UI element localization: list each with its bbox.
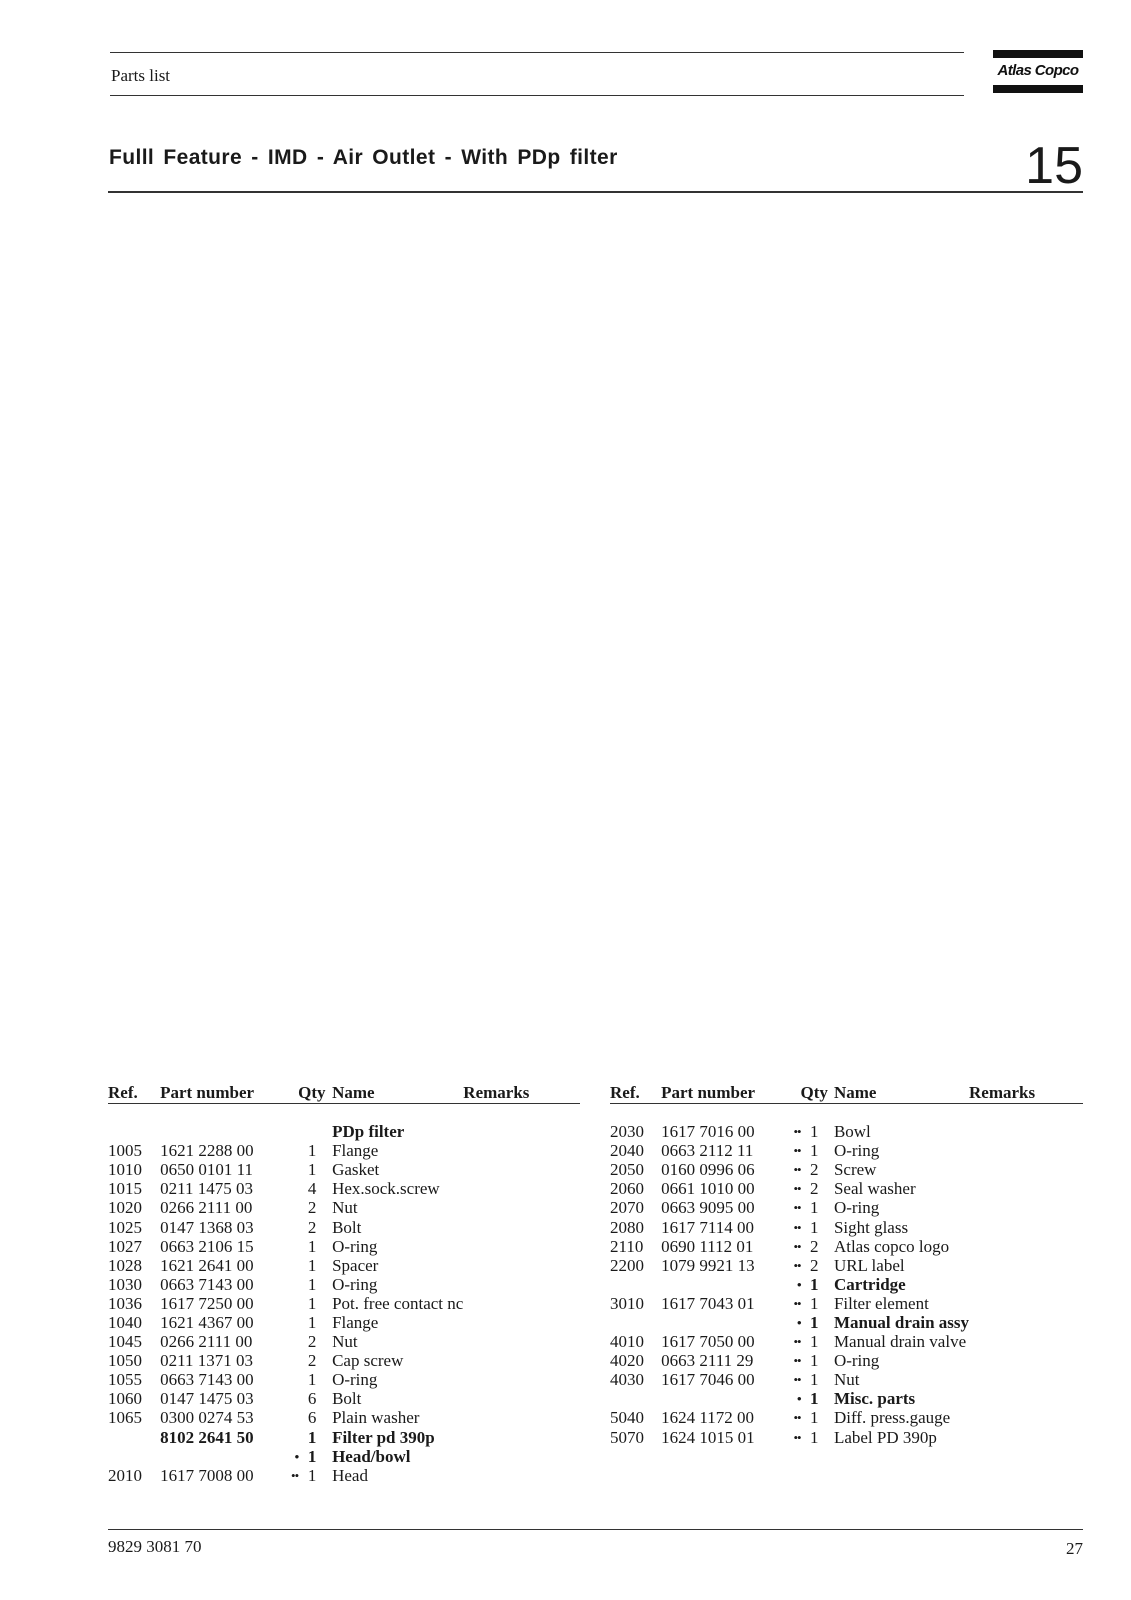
row-qty: 2 — [809, 1255, 819, 1275]
row-level-dots: •• — [793, 1238, 801, 1254]
row-ref — [610, 1389, 661, 1408]
row-level-dots: •• — [793, 1295, 801, 1311]
col-qty: Qty — [298, 1077, 326, 1104]
row-level-dots — [270, 1217, 298, 1236]
row-level-dots: •• — [793, 1219, 801, 1235]
row-remarks — [463, 1256, 580, 1275]
row-name: Atlas copco logo — [833, 1236, 950, 1256]
footer-rule — [108, 1529, 1083, 1530]
parts-rows-right — [610, 1104, 1083, 1447]
row-level-dots: •• — [291, 1467, 299, 1483]
row-remarks — [969, 1294, 1083, 1313]
row-level-dots: • — [294, 1448, 299, 1464]
row-qty: 1 — [809, 1293, 819, 1313]
row-part-number: 0663 2111 29 — [661, 1351, 754, 1371]
page-title: Fulll Feature - IMD - Air Outlet - With PDp filter — [109, 146, 618, 169]
row-remarks — [463, 1237, 580, 1256]
row-name: O-ring — [833, 1141, 880, 1161]
document-number: 9829 3081 70 — [108, 1537, 202, 1556]
row-ref: 1005 — [108, 1141, 142, 1161]
table-row — [610, 1141, 1083, 1160]
row-name: O-ring — [332, 1370, 378, 1390]
row-level-dots: •• — [793, 1429, 801, 1445]
row-level-dots: •• — [793, 1162, 801, 1178]
row-part-number: 1617 7050 00 — [661, 1332, 755, 1352]
row-part-number — [661, 1275, 769, 1294]
row-remarks — [463, 1466, 580, 1485]
row-qty: 1 — [307, 1160, 317, 1180]
row-remarks — [969, 1256, 1083, 1275]
title-rule — [108, 191, 1083, 193]
row-name: Bolt — [332, 1217, 362, 1237]
row-ref: 2200 — [610, 1255, 644, 1275]
row-part-number — [661, 1313, 769, 1332]
row-remarks — [463, 1160, 580, 1179]
row-ref: 1025 — [108, 1217, 142, 1237]
row-qty: 2 — [307, 1332, 317, 1352]
table-row — [108, 1275, 580, 1294]
table-header — [610, 1077, 1083, 1104]
row-remarks — [969, 1160, 1083, 1179]
row-remarks — [463, 1141, 580, 1160]
row-remarks — [463, 1389, 580, 1408]
table-row — [108, 1160, 580, 1179]
table-row — [610, 1237, 1083, 1256]
row-name: Nut — [332, 1198, 358, 1218]
table-row — [108, 1428, 580, 1447]
row-part-number: 0663 9095 00 — [661, 1198, 755, 1218]
table-row — [610, 1351, 1083, 1370]
row-remarks — [463, 1351, 580, 1370]
table-row — [108, 1389, 580, 1408]
row-remarks — [969, 1389, 1083, 1408]
row-remarks — [969, 1428, 1083, 1447]
row-level-dots: •• — [793, 1200, 801, 1216]
row-name: O-ring — [833, 1198, 880, 1218]
row-ref — [108, 1122, 160, 1141]
row-part-number — [661, 1389, 769, 1408]
row-part-number: 1617 7016 00 — [661, 1122, 755, 1142]
row-part-number: 0147 1475 03 — [160, 1389, 254, 1409]
row-name: Flange — [332, 1312, 379, 1332]
row-qty: 2 — [307, 1217, 317, 1237]
row-ref: 3010 — [610, 1293, 644, 1313]
row-name: Gasket — [332, 1160, 380, 1180]
row-name: Pot. free contact nc — [332, 1293, 464, 1313]
row-ref: 1010 — [108, 1160, 142, 1180]
row-level-dots — [270, 1351, 298, 1370]
parts-rows-left — [108, 1104, 580, 1485]
row-name: URL label — [833, 1255, 905, 1275]
row-qty: 1 — [307, 1465, 317, 1485]
parts-table-left — [108, 1077, 580, 1485]
row-level-dots: •• — [793, 1353, 801, 1369]
row-ref: 4020 — [610, 1351, 644, 1371]
table-row — [108, 1198, 580, 1217]
row-name: Head — [332, 1465, 368, 1485]
row-name: Misc. parts — [833, 1389, 916, 1409]
table-row — [108, 1294, 580, 1313]
row-name: Nut — [332, 1332, 358, 1352]
row-ref: 2040 — [610, 1141, 644, 1161]
row-part-number — [160, 1122, 270, 1141]
row-name: Head/bowl — [332, 1446, 411, 1466]
row-part-number: 1621 4367 00 — [160, 1312, 254, 1332]
row-remarks — [969, 1313, 1083, 1332]
row-name: Spacer — [332, 1255, 379, 1275]
row-ref: 1065 — [108, 1408, 142, 1428]
row-remarks — [969, 1275, 1083, 1294]
row-name: Sight glass — [833, 1217, 909, 1237]
row-qty: 1 — [307, 1427, 317, 1447]
table-row — [108, 1466, 580, 1485]
row-name: Label PD 390p — [833, 1427, 937, 1447]
row-ref: 2070 — [610, 1198, 644, 1218]
row-level-dots: •• — [793, 1334, 801, 1350]
row-remarks — [463, 1179, 580, 1198]
row-name: Screw — [833, 1160, 877, 1180]
row-level-dots — [270, 1428, 298, 1447]
row-name: Hex.sock.screw — [332, 1179, 440, 1199]
col-part-number: Part number — [160, 1077, 270, 1104]
row-part-number: 0211 1475 03 — [160, 1179, 253, 1199]
row-part-number: 0211 1371 03 — [160, 1351, 253, 1371]
row-remarks — [463, 1447, 580, 1466]
row-qty: 1 — [809, 1370, 819, 1390]
row-qty: 6 — [307, 1408, 317, 1428]
row-ref: 1027 — [108, 1236, 142, 1256]
row-part-number: 0300 0274 53 — [160, 1408, 254, 1428]
row-qty: 2 — [809, 1179, 819, 1199]
row-part-number: 1621 2641 00 — [160, 1255, 254, 1275]
col-remarks: Remarks — [463, 1077, 580, 1104]
header-top-rule — [110, 52, 964, 53]
row-qty: 1 — [307, 1312, 317, 1332]
header-bottom-rule — [110, 95, 964, 96]
header-label: Parts list — [111, 66, 171, 85]
table-row — [108, 1447, 580, 1466]
col-name: Name — [326, 1077, 463, 1104]
row-part-number: 0690 1112 01 — [661, 1236, 754, 1256]
row-qty: 1 — [809, 1141, 819, 1161]
row-level-dots — [270, 1141, 298, 1160]
row-qty: 2 — [809, 1236, 819, 1256]
row-level-dots: •• — [793, 1181, 801, 1197]
row-part-number: 0650 0101 11 — [160, 1160, 253, 1180]
row-qty: 1 — [809, 1389, 819, 1409]
row-level-dots: •• — [793, 1410, 801, 1426]
row-name: Manual drain assy — [833, 1312, 970, 1332]
row-level-dots: • — [796, 1314, 801, 1330]
table-row — [610, 1313, 1083, 1332]
table-row — [108, 1217, 580, 1236]
row-ref: 1028 — [108, 1255, 142, 1275]
row-name: Cartridge — [833, 1274, 906, 1294]
table-header — [108, 1077, 580, 1104]
logo-text: Atlas Copco — [997, 62, 1079, 79]
row-level-dots — [270, 1389, 298, 1408]
row-level-dots: •• — [793, 1124, 801, 1140]
row-part-number: 0663 2112 11 — [661, 1141, 754, 1161]
row-qty: 1 — [307, 1255, 317, 1275]
row-qty: 1 — [307, 1293, 317, 1313]
row-level-dots: •• — [793, 1143, 801, 1159]
row-part-number: 1617 7046 00 — [661, 1370, 755, 1390]
row-ref: 2030 — [610, 1122, 644, 1142]
table-row — [610, 1275, 1083, 1294]
table-row — [108, 1370, 580, 1389]
row-ref — [108, 1428, 160, 1447]
parts-table-right — [610, 1077, 1083, 1447]
row-remarks — [969, 1179, 1083, 1198]
table-row — [610, 1198, 1083, 1217]
table-row — [108, 1141, 580, 1160]
row-name: Cap screw — [332, 1351, 404, 1371]
row-remarks — [463, 1408, 580, 1427]
row-remarks — [463, 1370, 580, 1389]
table-row — [610, 1370, 1083, 1389]
table-row — [610, 1408, 1083, 1427]
row-name: Filter element — [833, 1293, 929, 1313]
row-name: Diff. press.gauge — [833, 1408, 951, 1428]
row-ref: 5040 — [610, 1408, 644, 1428]
table-row — [610, 1294, 1083, 1313]
row-remarks — [463, 1217, 580, 1236]
table-row — [610, 1179, 1083, 1198]
row-qty: 1 — [809, 1312, 819, 1332]
row-part-number: 1624 1015 01 — [661, 1427, 755, 1447]
table-row — [108, 1179, 580, 1198]
table-row — [610, 1122, 1083, 1141]
row-level-dots — [270, 1122, 298, 1141]
col-qty: Qty — [801, 1077, 828, 1104]
row-ref — [610, 1313, 661, 1332]
row-level-dots — [270, 1408, 298, 1427]
col-name: Name — [828, 1077, 969, 1104]
row-remarks — [463, 1198, 580, 1217]
row-qty: 1 — [809, 1198, 819, 1218]
col-part-number: Part number — [661, 1077, 769, 1104]
row-name: Nut — [833, 1370, 860, 1390]
col-remarks: Remarks — [969, 1077, 1083, 1104]
row-level-dots: • — [796, 1276, 801, 1292]
row-ref: 1015 — [108, 1179, 142, 1199]
row-part-number: 1617 7250 00 — [160, 1293, 254, 1313]
row-name: PDp filter — [332, 1122, 405, 1142]
row-remarks — [969, 1351, 1083, 1370]
table-row — [108, 1351, 580, 1370]
row-name: Seal washer — [833, 1179, 916, 1199]
row-ref: 2060 — [610, 1179, 644, 1199]
row-level-dots: •• — [793, 1372, 801, 1388]
row-remarks — [969, 1217, 1083, 1236]
row-level-dots — [270, 1313, 298, 1332]
row-ref: 1030 — [108, 1274, 142, 1294]
row-qty: 2 — [307, 1198, 317, 1218]
section-number: 15 — [1025, 137, 1083, 195]
row-part-number: 1617 7114 00 — [661, 1217, 754, 1237]
row-qty: 4 — [307, 1179, 317, 1199]
row-level-dots — [270, 1160, 298, 1179]
row-ref: 2080 — [610, 1217, 644, 1237]
atlas-copco-logo — [993, 50, 1083, 94]
row-remarks — [969, 1141, 1083, 1160]
row-ref — [610, 1275, 661, 1294]
row-ref: 1055 — [108, 1370, 142, 1390]
row-level-dots — [270, 1370, 298, 1389]
row-part-number: 0663 2106 15 — [160, 1236, 254, 1256]
row-qty: 1 — [307, 1446, 317, 1466]
row-part-number: 0266 2111 00 — [160, 1198, 253, 1218]
table-row — [108, 1122, 580, 1141]
table-row — [610, 1332, 1083, 1351]
row-remarks — [969, 1332, 1083, 1351]
table-row — [108, 1408, 580, 1427]
table-row — [108, 1256, 580, 1275]
row-qty: 1 — [809, 1427, 819, 1447]
row-ref — [108, 1447, 160, 1466]
row-level-dots — [270, 1179, 298, 1198]
row-qty: 1 — [809, 1274, 819, 1294]
row-part-number: 0160 0996 06 — [661, 1160, 755, 1180]
row-ref: 4030 — [610, 1370, 644, 1390]
table-row — [108, 1332, 580, 1351]
row-qty: 2 — [809, 1160, 819, 1180]
row-ref: 1050 — [108, 1351, 142, 1371]
row-ref: 1020 — [108, 1198, 142, 1218]
row-remarks — [969, 1237, 1083, 1256]
table-row — [108, 1313, 580, 1332]
row-remarks — [463, 1122, 580, 1141]
page-number: 27 — [1066, 1539, 1083, 1558]
row-qty: 1 — [809, 1332, 819, 1352]
row-remarks — [463, 1275, 580, 1294]
table-row — [610, 1428, 1083, 1447]
row-part-number: 0661 1010 00 — [661, 1179, 755, 1199]
row-remarks — [463, 1294, 580, 1313]
row-qty: 1 — [307, 1236, 317, 1256]
row-remarks — [463, 1332, 580, 1351]
row-qty: 1 — [307, 1141, 317, 1161]
row-ref: 2010 — [108, 1465, 142, 1485]
row-name: O-ring — [332, 1236, 378, 1256]
row-qty: 1 — [809, 1122, 819, 1142]
row-part-number: 0266 2111 00 — [160, 1332, 253, 1352]
row-part-number: 1617 7008 00 — [160, 1465, 254, 1485]
row-remarks — [969, 1198, 1083, 1217]
row-ref: 1060 — [108, 1389, 142, 1409]
row-ref: 5070 — [610, 1427, 644, 1447]
row-name: Plain washer — [332, 1408, 420, 1428]
row-level-dots — [270, 1275, 298, 1294]
row-part-number: 1621 2288 00 — [160, 1141, 254, 1161]
table-row — [610, 1217, 1083, 1236]
row-ref: 4010 — [610, 1332, 644, 1352]
row-part-number: 1624 1172 00 — [661, 1408, 754, 1428]
table-row — [610, 1389, 1083, 1408]
row-part-number: 0663 7143 00 — [160, 1370, 254, 1390]
row-remarks — [463, 1428, 580, 1447]
row-qty — [298, 1122, 326, 1141]
row-level-dots — [270, 1198, 298, 1217]
row-level-dots — [270, 1237, 298, 1256]
row-qty: 6 — [307, 1389, 317, 1409]
table-row — [108, 1237, 580, 1256]
row-qty: 1 — [809, 1408, 819, 1428]
row-remarks — [463, 1313, 580, 1332]
col-ref: Ref. — [610, 1077, 661, 1104]
row-part-number — [160, 1447, 270, 1466]
row-qty: 1 — [307, 1274, 317, 1294]
row-part-number: 0663 7143 00 — [160, 1274, 254, 1294]
row-name: Manual drain valve — [833, 1332, 967, 1352]
row-ref: 1045 — [108, 1332, 142, 1352]
row-name: Bolt — [332, 1389, 362, 1409]
row-ref: 2050 — [610, 1160, 644, 1180]
row-qty: 1 — [809, 1351, 819, 1371]
row-part-number: 1617 7043 01 — [661, 1293, 755, 1313]
row-name: O-ring — [332, 1274, 378, 1294]
row-part-number: 8102 2641 50 — [160, 1427, 254, 1447]
row-name: Filter pd 390p — [332, 1427, 435, 1447]
row-remarks — [969, 1408, 1083, 1427]
row-part-number: 1079 9921 13 — [661, 1255, 755, 1275]
row-level-dots — [270, 1332, 298, 1351]
row-level-dots — [270, 1256, 298, 1275]
row-name: O-ring — [833, 1351, 880, 1371]
row-part-number: 0147 1368 03 — [160, 1217, 254, 1237]
row-qty: 1 — [307, 1370, 317, 1390]
row-remarks — [969, 1122, 1083, 1141]
row-level-dots: • — [796, 1391, 801, 1407]
table-row — [610, 1256, 1083, 1275]
row-level-dots — [270, 1294, 298, 1313]
row-remarks — [969, 1370, 1083, 1389]
row-qty: 1 — [809, 1217, 819, 1237]
row-ref: 2110 — [610, 1236, 644, 1256]
row-name: Flange — [332, 1141, 379, 1161]
row-level-dots: •• — [793, 1257, 801, 1273]
row-name: Bowl — [833, 1122, 871, 1142]
table-row — [610, 1160, 1083, 1179]
row-ref: 1036 — [108, 1293, 142, 1313]
row-ref: 1040 — [108, 1312, 142, 1332]
col-ref: Ref. — [108, 1077, 160, 1104]
row-qty: 2 — [307, 1351, 317, 1371]
